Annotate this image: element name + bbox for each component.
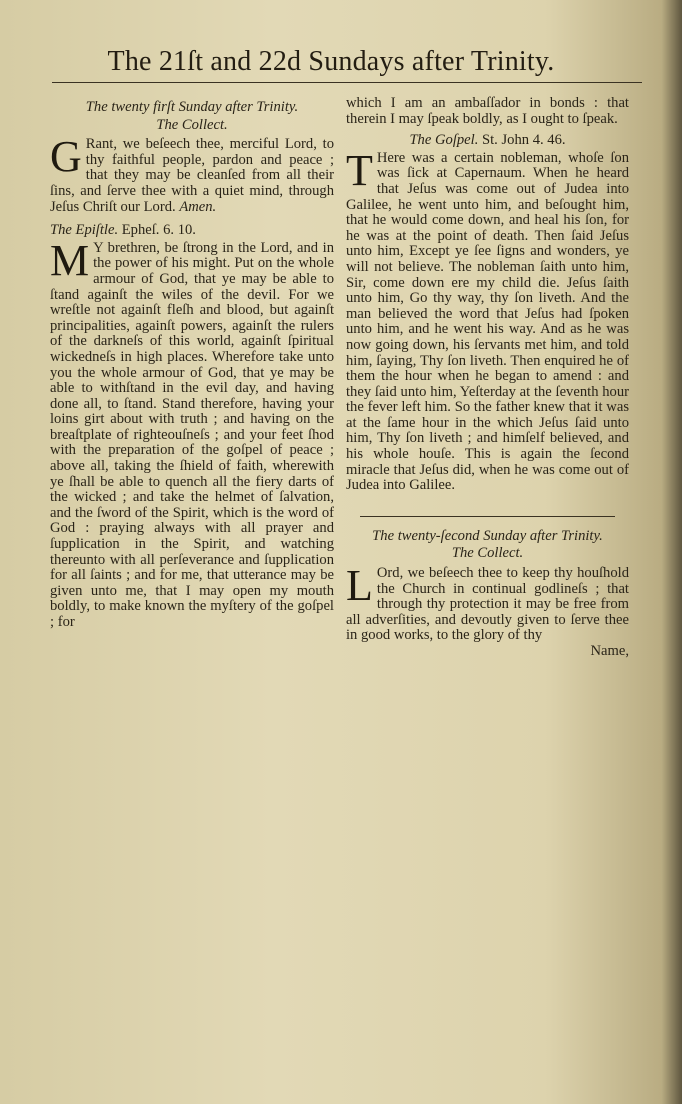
collect2-paragraph <box>346 561 629 644</box>
collect-dropcap: G <box>50 132 82 182</box>
right-column <box>346 96 629 660</box>
epistle-text: Y brethren, be ſtrong in the Lord, and in the power of his might. Put on the whole armour of God, that ye may be able to ſtand againſt the wiles of the devil. For we wreſtle not againſt fleſh and blood, but againſt principalities, againſt powers, againſt the rulers of the darkneſs of this world, againſt ſpiritual wickedneſs in high places. Wherefore take unto you the whole armour of God, that ye may be able to withſtand in the evil day, and having done all, to ſtand. Stand therefore, having your loins girt about with truth ; and having on the breaſtplate of righteouſneſs ; and your feet ſhod with the preparation of the goſpel of peace ; above all, taking the ſhield of faith, wherewith ye ſhall be able to quench all the fiery darts of the wicked ; and take the helmet of ſalvation, and the ſword of the Spirit, which is the word of God : praying always with all prayer and ſupplication in the Spirit, and watching thereunto with all perſeverance and ſupplication for all ſaints ; and for me, that utterance may be given unto me, that I may open my mouth boldly, to make known the myſtery of the goſpel ; for <box>50 239 334 630</box>
sunday-heading-22: The twenty-ſecond Sunday after Trinity. <box>372 527 603 544</box>
gospel-ref: St. John 4. 46. <box>482 132 566 149</box>
epistle-title: The Epiſtle. <box>50 222 119 239</box>
left-column <box>50 96 334 631</box>
section-separator <box>360 516 615 517</box>
gospel-heading <box>346 133 629 149</box>
catchword: Name, <box>590 643 629 659</box>
collect2-text: Ord, we beſeech thee to keep thy houſhold the Church in continual godlineſs ; that through thy protection it may be free from all adverſities, and devoutly given to ſerve thee in good works, to the glory of thy <box>346 565 629 644</box>
epistle-ref: Epheſ. 6. 10. <box>121 222 196 239</box>
collect-paragraph <box>50 132 334 215</box>
collect-amen: Amen. <box>179 198 217 215</box>
gospel-title: The Goſpel. <box>409 132 479 149</box>
sunday-heading-21: The twenty firſt Sunday after Trinity. <box>85 99 299 115</box>
epistle-heading <box>50 223 334 239</box>
gospel-paragraph <box>346 145 629 494</box>
collect2-title: The Collect. <box>451 545 524 562</box>
collect-text: Rant, we beſeech thee, merciful Lord, to thy faithful people, pardon and peace ; that they may be cleanſed from all their ſins, and ſerve thee with a quiet mind, through Jeſus Chriſt our Lord. <box>50 136 334 215</box>
collect2-dropcap: L <box>346 561 373 611</box>
epistle-continuation: which I am an ambaſſador in bonds : that therein I may ſpeak boldly, as I ought to ſpeak. <box>346 95 629 127</box>
running-head: The 21ſt and 22d Sundays after Trinity. <box>107 46 555 77</box>
collect-title: The Collect. <box>156 116 228 133</box>
epistle-dropcap: M <box>50 235 90 285</box>
header-rule <box>52 82 642 83</box>
gospel-text: Here was a certain nobleman, whoſe ſon was ſick at Capernaum. When he heard that Jeſus was come out of Judea into Galilee, he went unto him, and beſought him, that he would come down, and heal his ſon, for he was at the point of death. Then ſaid Jeſus unto him, Except ye ſee ſigns and wonders, ye will not believe. The nobleman ſaith unto him, Sir, come down ere my child die. Jeſus ſaith unto him, Go thy way, thy ſon liveth. And the man believed the word that Jeſus had ſpoken unto him, and he went his way. And as he was now going down, his ſervants met him, and told him, ſaying, Thy ſon liveth. Then enquired he of them the hour when he began to amend : and they ſaid unto him, Yeſterday at the ſeventh hour the fever left him. So the father knew that it was at the ſame hour in the which Jeſus ſaid unto him, Thy ſon liveth ; and himſelf believed, and his whole houſe. This is again the ſecond miracle that Jeſus did, when he was come out of Judea into Galilee. <box>346 149 629 494</box>
gospel-dropcap: T <box>346 145 373 195</box>
epistle-paragraph <box>50 235 334 631</box>
